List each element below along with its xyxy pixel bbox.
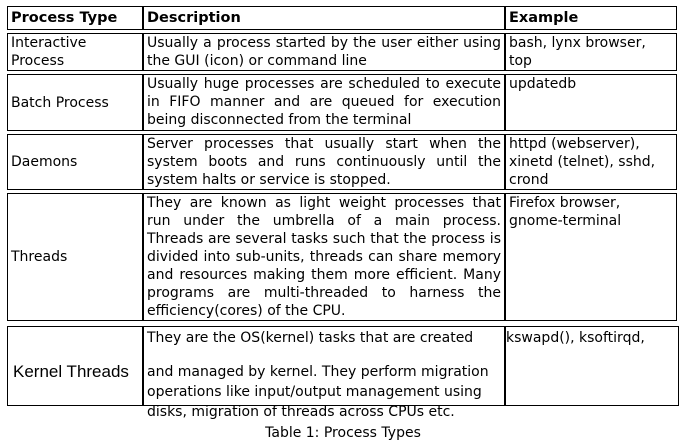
description-cell: Usually a process started by the user either using the GUI (icon) or command line	[143, 33, 505, 71]
header-description: Description	[143, 6, 505, 30]
description-cell: Server processes that usually start when the system boots and runs continuously until the system halts or service is stopped.	[143, 134, 505, 190]
process-type-cell: Daemons	[7, 134, 143, 190]
kernel-threads-label: Kernel Threads	[13, 362, 129, 381]
process-types-table	[7, 6, 677, 321]
header-example: Example	[505, 6, 677, 30]
table-row	[7, 74, 677, 131]
description-cell: Usually huge processes are scheduled to execute in FIFO manner and are queued for execution being disconnected from the terminal	[143, 74, 505, 131]
table-caption: Table 1: Process Types	[265, 425, 421, 441]
example-cell: httpd (webserver), xinetd (telnet), sshd, crond	[505, 134, 677, 190]
header-process-type: Process Type	[7, 6, 143, 30]
example-cell: Firefox browser, gnome-terminal	[505, 193, 677, 321]
kernel-example: kswapd(), ksoftirqd,	[506, 330, 645, 346]
example-cell: updatedb	[505, 74, 677, 131]
kernel-description-line-4: disks, migration of threads across CPUs etc.	[147, 404, 455, 420]
description-cell: They are known as light weight processes that run under the umbrella of a main process. Threads are several tasks such that the process is divided into sub-units, threads can share memory and resources making them more efficient. Many programs are multi-threaded to harness the efficiency(cores) of the CPU.	[143, 193, 505, 321]
process-type-cell: Threads	[7, 193, 143, 321]
table-row	[7, 33, 677, 71]
kernel-description-line-1: They are the OS(kernel) tasks that are created	[147, 330, 474, 346]
kernel-description-line-2: and managed by kernel. They perform migration	[147, 364, 489, 380]
process-type-cell: Batch Process	[7, 74, 143, 131]
table-header-row	[7, 6, 677, 30]
table-row	[7, 193, 677, 321]
kernel-threads-row	[7, 326, 679, 420]
process-type-cell: Interactive Process	[7, 33, 143, 71]
table-row	[7, 134, 677, 190]
example-cell: bash, lynx browser, top	[505, 33, 677, 71]
kernel-description-line-3: operations like input/output management using	[147, 384, 482, 400]
